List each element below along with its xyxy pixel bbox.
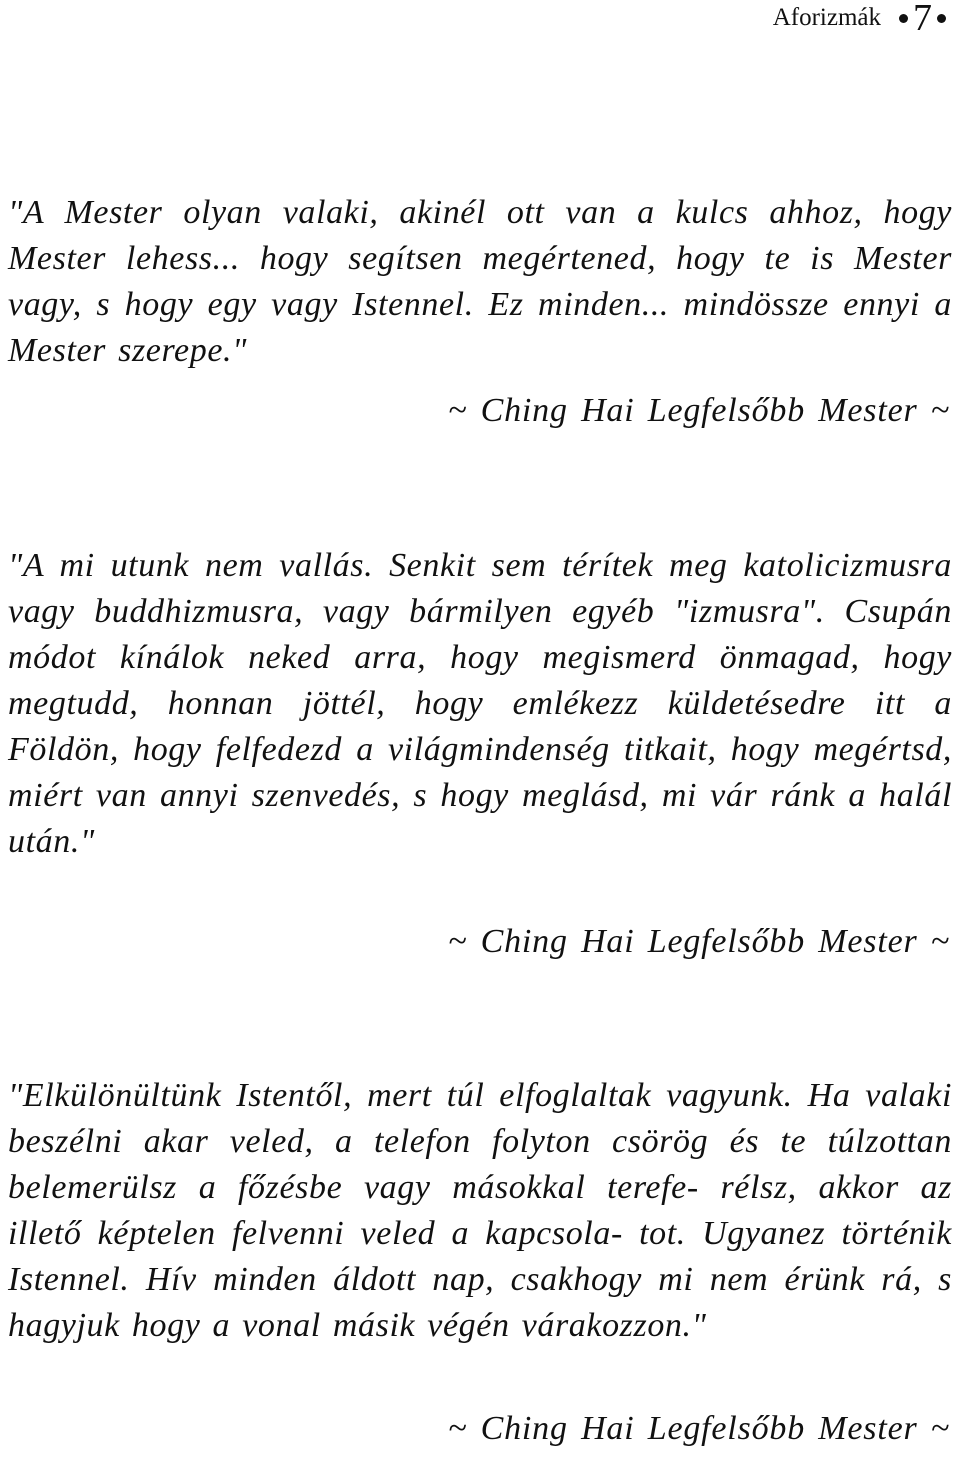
bullet-left-icon <box>899 14 908 23</box>
quote-block <box>8 190 952 374</box>
page-header <box>772 0 946 39</box>
quote-attribution: ~ Ching Hai Legfelsőbb Mester ~ <box>448 923 950 960</box>
bullet-right-icon <box>937 14 946 23</box>
page-number: 7 <box>913 0 932 39</box>
quote-text: "A Mester olyan valaki, akinél ott van a kulcs ahhoz, hogy Mester lehess... hogy segítsen megértened, hogy te is Mester vagy, s hogy egy vagy Istennel. Ez minden... mindössze ennyi a Mester szerepe." <box>8 194 952 369</box>
quote-attribution: ~ Ching Hai Legfelsőbb Mester ~ <box>448 392 950 429</box>
quote-block <box>8 1073 952 1349</box>
page-number-group <box>899 0 946 39</box>
quote-attribution: ~ Ching Hai Legfelsőbb Mester ~ <box>448 1410 950 1447</box>
running-title: Aforizmák <box>772 4 881 31</box>
quote-block <box>8 543 952 865</box>
quote-text: "A mi utunk nem vallás. Senkit sem térítek meg katolicizmusra vagy buddhizmusra, vagy bármilyen egyéb "izmusra". Csupán módot kínálok neked arra, hogy megismerd önmagad, hogy megtudd, honnan jöttél, hogy emlékezz küldetésedre itt a Földön, hogy felfedezd a világmindenség titkait, hogy megértsd, miért van annyi szenvedés, s hogy meglásd, mi vár ránk a halál után." <box>8 547 952 860</box>
quote-text: "Elkülönültünk Istentől, mert túl elfoglaltak vagyunk. Ha valaki beszélni akar veled, a telefon folyton csörög és te túlzottan belemerülsz a főzésbe vagy másokkal terefe- rélsz, akkor az illető képtelen felvenni veled a kapcsola- tot. Ugyanez történik Istennel. Hív minden áldott nap, csakhogy mi nem érünk rá, s hagyjuk hogy a vonal másik végén várakozzon." <box>8 1077 952 1344</box>
